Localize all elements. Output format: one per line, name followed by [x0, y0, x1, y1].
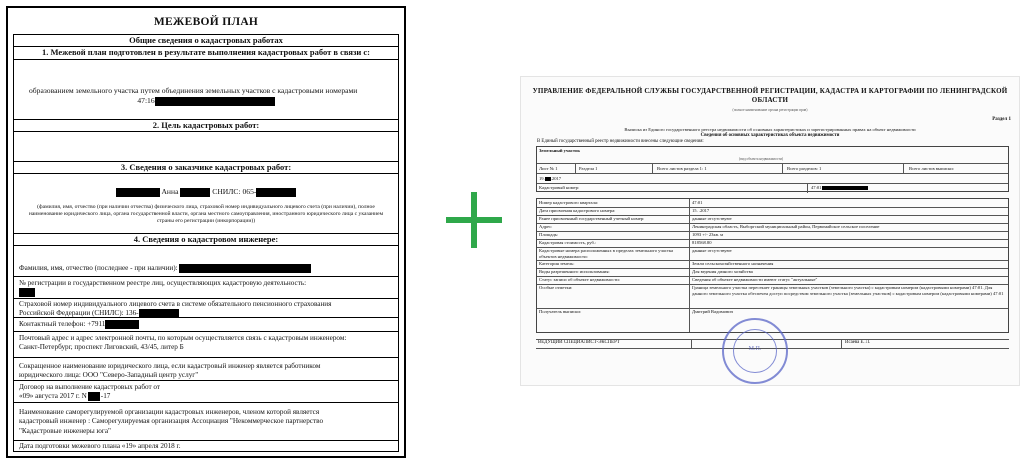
extract-row-label: Особые отметки: — [539, 285, 573, 290]
engineer-reg-label: № регистрации в государственном реестре лиц, осуществляющих кадастровую деятельность: — [19, 279, 307, 287]
plan-date: Дата подготовки межевого плана «19» апреля 2018 г. — [19, 442, 181, 450]
sro-b: кадастровый инженер : Саморегулируемая организация Ассоциация "Некоммерческое партнерство — [19, 417, 324, 426]
extract-row-label: Номер кадастрового квартала: — [539, 200, 599, 205]
contract-a: Договор на выполнение кадастровых работ от — [19, 383, 161, 391]
object-type: Земельный участок — [539, 148, 581, 153]
stamp-mp-label: М.П. — [748, 346, 762, 352]
plus-icon — [446, 192, 502, 248]
object-type-sub: (вид объекта недвижимости) — [739, 157, 784, 161]
contract-b1: «09» августа 2017 г. N — [19, 392, 87, 401]
signer-title: ВЕДУЩИЙ СПЕЦИАЛИСТ-ЭКСПЕРТ — [538, 340, 620, 345]
redacted-block — [179, 264, 311, 273]
extract-header-table — [536, 146, 1009, 192]
section-2-body — [14, 132, 398, 162]
section-3-body — [14, 174, 398, 234]
contract-b2: -17 — [100, 392, 111, 401]
section-1-body — [14, 60, 398, 120]
sheets-in-extract: Всего листов выписки: — [909, 166, 954, 171]
engineer-org-b: юридического лица: ООО "Северо-Западный центр услуг" — [19, 371, 199, 380]
redacted-block — [180, 188, 210, 197]
engineer-address-a: Почтовый адрес и адрес электронной почты, по которым осуществляется связь с кадастровым инженером: — [19, 334, 347, 342]
extract-row-value: Дмитрий Вадимович — [692, 309, 733, 314]
list-number: Лист № 1 — [539, 166, 558, 171]
cad-number-label: Кадастровый номер: — [539, 185, 580, 190]
extract-row-value: Сведения об объекте недвижимости имеют статус "актуальные" — [692, 277, 818, 282]
redacted-block — [19, 288, 35, 297]
customer-note: (фамилия, имя, отчество (при наличии отчества) физического лица, страховой номер индивидуального лицевого счета (при наличии), полное наименование юридического лица, органа государственной власти, органа местного самоуправления, иностранного юридического лица с указанием страны его регистрации (инкорпорации)) — [28, 204, 384, 224]
section-1-text: образованием земельного участка путем объединения земельных участков с кадастровыми номерами — [29, 86, 358, 95]
section-1-cadnum: 47:16 — [137, 96, 155, 105]
extract-row-value: 15. .2017 — [692, 208, 710, 213]
egrn-extract-document — [520, 76, 1020, 386]
extract-subtitle: Сведения об основных характеристиках объекта недвижимости — [700, 133, 840, 138]
sro-a: Наименование саморегулируемой организации кадастровых инженеров, членом которой является — [19, 408, 320, 416]
redacted-block — [155, 97, 275, 106]
customer-snils: СНИЛС: 065- — [212, 187, 257, 196]
signer-name: Исаева Е. Л. — [845, 340, 871, 345]
sheets-in-section: Всего листов раздела 1: 1 — [657, 166, 707, 171]
cad-number-value: 47:01 — [811, 185, 822, 190]
extract-row-label: Виды разрешенного использования: — [539, 269, 610, 274]
document-title: МЕЖЕВОЙ ПЛАН — [153, 16, 259, 28]
extract-row-value: 47:01 — [692, 200, 703, 205]
engineer-org-a: Сокращенное наименование юридического лица, если кадастровый инженер является работником — [19, 362, 321, 370]
extract-row-value: 1093 +/- 23кв. м — [692, 232, 724, 237]
plan-table — [13, 34, 399, 452]
section-2-header: 2. Цель кадастровых работ: — [14, 120, 398, 132]
extract-row-label: Получатель выписки: — [539, 309, 582, 314]
extract-row-value: данные отсутствуют — [692, 248, 732, 253]
redacted-block — [105, 320, 139, 329]
extract-row-value: Для ведения дачного хозяйства — [692, 269, 753, 274]
extract-row-label: Площадь: — [539, 232, 559, 237]
engineer-fio-label: Фамилия, имя, отчество (последнее - при наличии): — [19, 264, 178, 273]
extract-row-label: Статус записи об объекте недвижимости: — [539, 277, 620, 282]
section-4-header: 4. Сведения о кадастровом инженере: — [14, 234, 398, 246]
authority-header: УПРАВЛЕНИЕ ФЕДЕРАЛЬНОЙ СЛУЖБЫ ГОСУДАРСТВЕННОЙ РЕГИСТРАЦИИ, КАДАСТРА И КАРТОГРАФИИ ПО ЛЕНИНГРАДСКОЙ ОБЛАСТИ — [532, 87, 1008, 104]
extract-main-table — [536, 198, 1009, 333]
engineer-snils-b: Российской Федерации (СНИЛС): 136- — [19, 309, 139, 318]
extract-date-prefix: 19. — [539, 176, 545, 181]
customer-name: Анна — [161, 187, 179, 196]
section-label: Раздела 1 — [579, 166, 598, 171]
engineer-snils-a: Страховой номер индивидуального лицевого счета в системе обязательного пенсионного страхования — [19, 300, 332, 308]
extract-row-label: Категория земель: — [539, 261, 575, 266]
extract-row-label: Ранее присвоенный государственный учетный номер: — [539, 216, 645, 221]
official-stamp — [722, 318, 788, 384]
extract-intro: В Единый государственный реестр недвижимости внесены следующие сведения: — [537, 139, 704, 144]
extract-title: Выписка из Единого государственного реестра недвижимости об основных характеристиках и зарегистрированных правах на объект недвижимости — [624, 127, 916, 132]
extract-date-suffix: .2017 — [550, 176, 562, 181]
extract-row-label: Кадастровые номера расположенных в пределах земельного участка объектов недвижимости: — [539, 248, 674, 259]
redacted-block — [256, 188, 296, 197]
mezhevoy-plan-document — [6, 6, 406, 458]
extract-row-value: данные отсутствуют — [692, 216, 732, 221]
extract-row-label: Кадастровая стоимость, руб.: — [539, 240, 597, 245]
extract-row-label: Дата присвоения кадастрового номера: — [539, 208, 616, 213]
redacted-block — [88, 392, 100, 401]
extract-row-value: Земли сельскохозяйственного назначения — [692, 261, 774, 266]
engineer-address-b: Санкт-Петербург, проспект Лиговский, 43/45, литер Б — [19, 343, 184, 352]
extract-row-value: 818568.80 — [692, 240, 712, 245]
authority-sub: (полное наименование органа регистрации прав) — [732, 108, 808, 112]
extract-row-value: Ленинградская область, Выборгский муниципальный район, Первомайское сельское поселение — [692, 224, 880, 229]
sro-c: "Кадастровые инженеры юга" — [19, 426, 111, 435]
sections-total: Всего разделов: 1 — [787, 166, 822, 171]
section-3-header: 3. Сведения о заказчике кадастровых работ: — [14, 162, 398, 174]
extract-row-value: Граница земельного участка пересекает границы земельных участков (земельного участка) с кадастровым номером (кадастровыми номерами) 47:01. Для данного земельного участка обеспечен доступ посредством земельного участка (земельных участков) с кадастровым номером (кадастровыми номерами) 47:01 — [692, 285, 1004, 296]
engineer-phone: Контактный телефон: +7911 — [19, 320, 106, 329]
section-1-header: 1. Межевой план подготовлен в результате выполнения кадастровых работ в связи с: — [14, 47, 398, 60]
razdel-label: Раздел 1 — [992, 117, 1011, 122]
extract-row-label: Адрес: — [539, 224, 553, 229]
general-header: Общие сведения о кадастровых работах — [14, 35, 398, 47]
redacted-block — [116, 188, 160, 197]
